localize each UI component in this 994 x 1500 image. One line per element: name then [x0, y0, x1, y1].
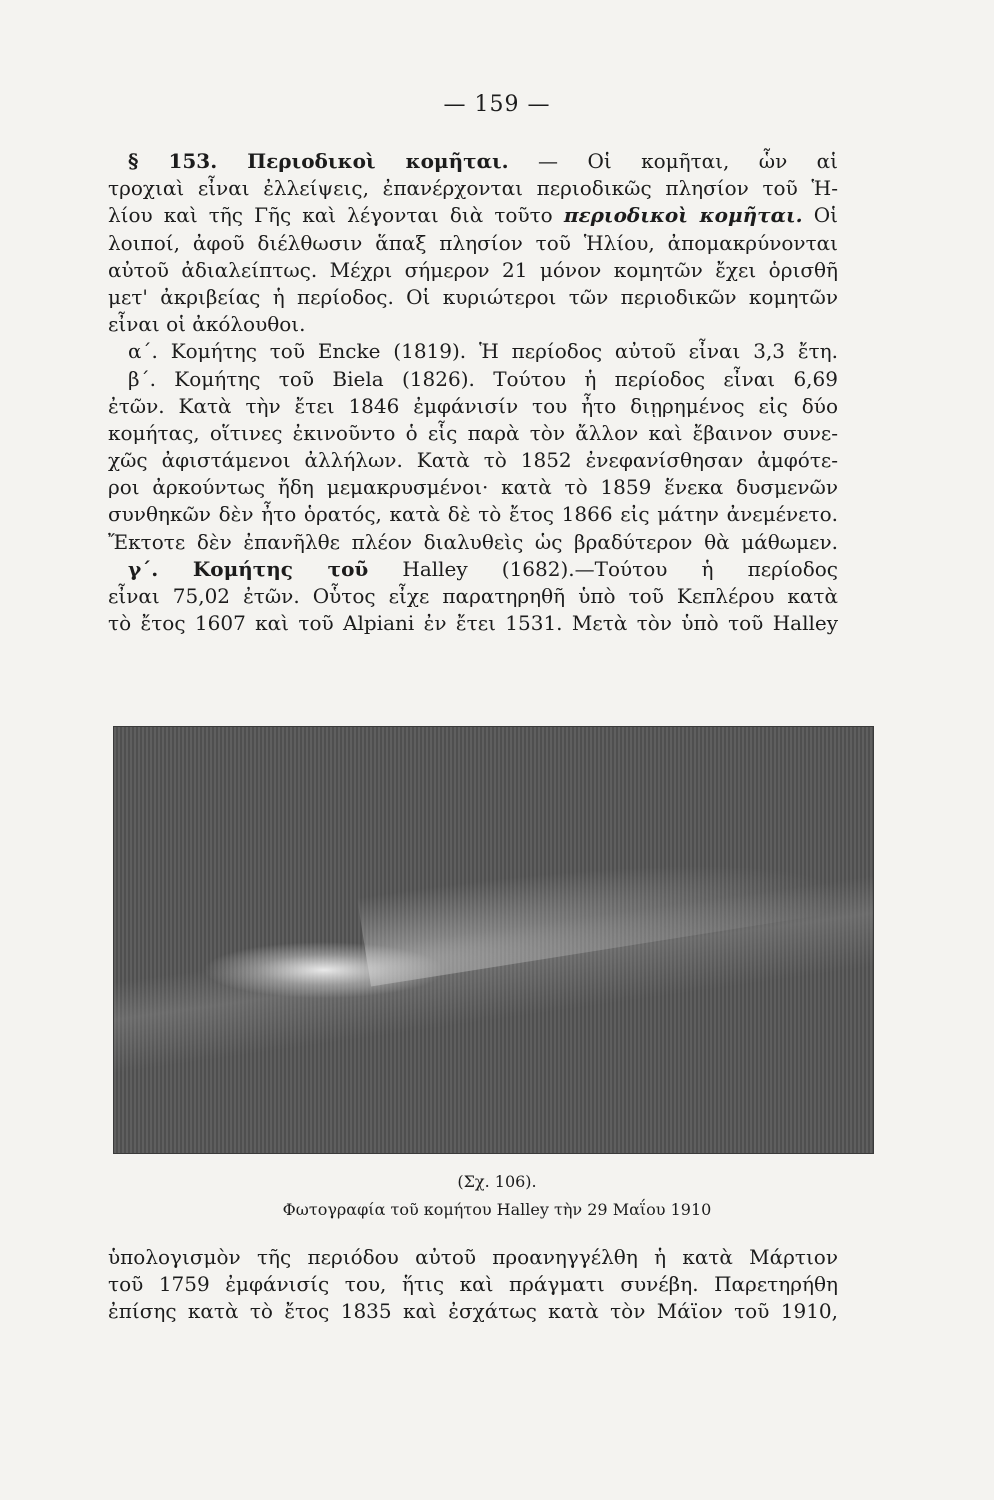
- comet-photograph: [113, 726, 874, 1154]
- gamma-heading: γ΄. Κομήτης τοῦ: [128, 556, 369, 581]
- text-line: κομήτας, οἵτινες ἐκινοῦντο ὁ εἷς παρὰ τὸν ἄλλον καὶ ἔβαινον συνε-: [108, 420, 838, 445]
- figure-caption: Φωτογραφία τοῦ κομήτου Halley τὴν 29 Μαΐου 1910: [282, 1200, 712, 1219]
- section-heading: § 153. Περιοδικοὶ κομῆται.: [128, 149, 509, 173]
- text-line: τοῦ 1759 ἐμφάνισίς του, ἥτις καὶ πράγματι συνέβη. Παρετηρήθη: [108, 1272, 838, 1297]
- text-line: λοιποί, ἀφοῦ διέλθωσιν ἅπαξ πλησίον τοῦ Ἡλίου, ἀπομακρύνονται: [108, 230, 838, 255]
- section-first-line: § 153. Περιοδικοὶ κομῆται. — Οἱ κομῆται, ὧν αἱ: [128, 149, 839, 173]
- text-line: Οἱ κομῆται, ὧν αἱ: [587, 149, 839, 173]
- text-span: λίου καὶ τῆς Γῆς καὶ λέγονται διὰ τοῦτο: [108, 203, 553, 228]
- main-text: [108, 148, 838, 637]
- text-line: ἐπίσης κατὰ τὸ ἔτος 1835 καὶ ἐσχάτως κατὰ τὸν Μάϊον τοῦ 1910,: [108, 1299, 838, 1324]
- text-line: εἶναι οἱ ἀκόλουθοι.: [108, 312, 306, 337]
- comet-tail: [357, 822, 845, 986]
- text-line: συνθηκῶν δὲν ἦτο ὁρατός, κατὰ δὲ τὸ ἔτος 1866 εἰς μάτην ἀνεμένετο.: [108, 502, 838, 527]
- text-line: τροχιαὶ εἶναι ἐλλείψεις, ἐπανέρχονται περιοδικῶς πλησίον τοῦ Ἡ-: [108, 176, 838, 201]
- text-line: Ἔκτοτε δὲν ἐπανῆλθε πλέον διαλυθεὶς ὡς βραδύτερον θὰ μάθωμεν.: [108, 529, 838, 554]
- text-line: εἶναι 75,02 ἐτῶν. Οὗτος εἶχε παρατηρηθῆ ὑπὸ τοῦ Κεπλέρου κατὰ: [108, 584, 838, 608]
- text-line: αὐτοῦ ἀδιαλείπτως. Μέχρι σήμερον 21 μόνον κομητῶν ἔχει ὁρισθῆ: [108, 257, 838, 282]
- text-line: τὸ ἔτος 1607 καὶ τοῦ Alpiani ἐν ἔτει 1531. Μετὰ τὸν ὑπὸ τοῦ Halley: [108, 611, 838, 636]
- text-span: Οἱ: [813, 203, 838, 228]
- text-line: ἐτῶν. Κατὰ τὴν ἔτει 1846 ἐμφάνισίν του ἦτο διῃρημένος εἰς δύο: [108, 393, 838, 418]
- text-span: Halley (1682).—Τούτου ἡ περίοδος: [402, 556, 839, 581]
- page-number: — 159 —: [443, 92, 551, 117]
- text-line: χῶς ἀφιστάμενοι ἀλλήλων. Κατὰ τὸ 1852 ἐνεφανίσθησαν ἀμφότε-: [108, 448, 838, 473]
- text-line: [108, 202, 838, 229]
- figure-label: (Σχ. 106).: [457, 1172, 537, 1191]
- text-line: ροι ἀρκούντως ἤδη μεμακρυσμένοι· κατὰ τὸ 1859 ἕνεκα δυσμενῶν: [108, 475, 838, 500]
- item-gamma-line: [108, 556, 838, 583]
- text-line: μετ' ἀκριβείας ἡ περίοδος. Οἱ κυριώτεροι τῶν περιοδικῶν κομητῶν: [108, 284, 838, 309]
- emphasis-term: περιοδικοὶ κομῆται.: [563, 203, 803, 228]
- continuation-text: [108, 1244, 838, 1326]
- item-alpha: α΄. Κομήτης τοῦ Encke (1819). Ἡ περίοδος αὐτοῦ εἶναι 3,3 ἔτη.: [128, 339, 838, 364]
- item-beta-line: β΄. Κομήτης τοῦ Biela (1826). Τούτου ἡ περίοδος εἶναι 6,69: [128, 366, 838, 391]
- text-line: ὑπολογισμὸν τῆς περιόδου αὐτοῦ προανηγγέλθη ἡ κατὰ Μάρτιον: [108, 1245, 838, 1269]
